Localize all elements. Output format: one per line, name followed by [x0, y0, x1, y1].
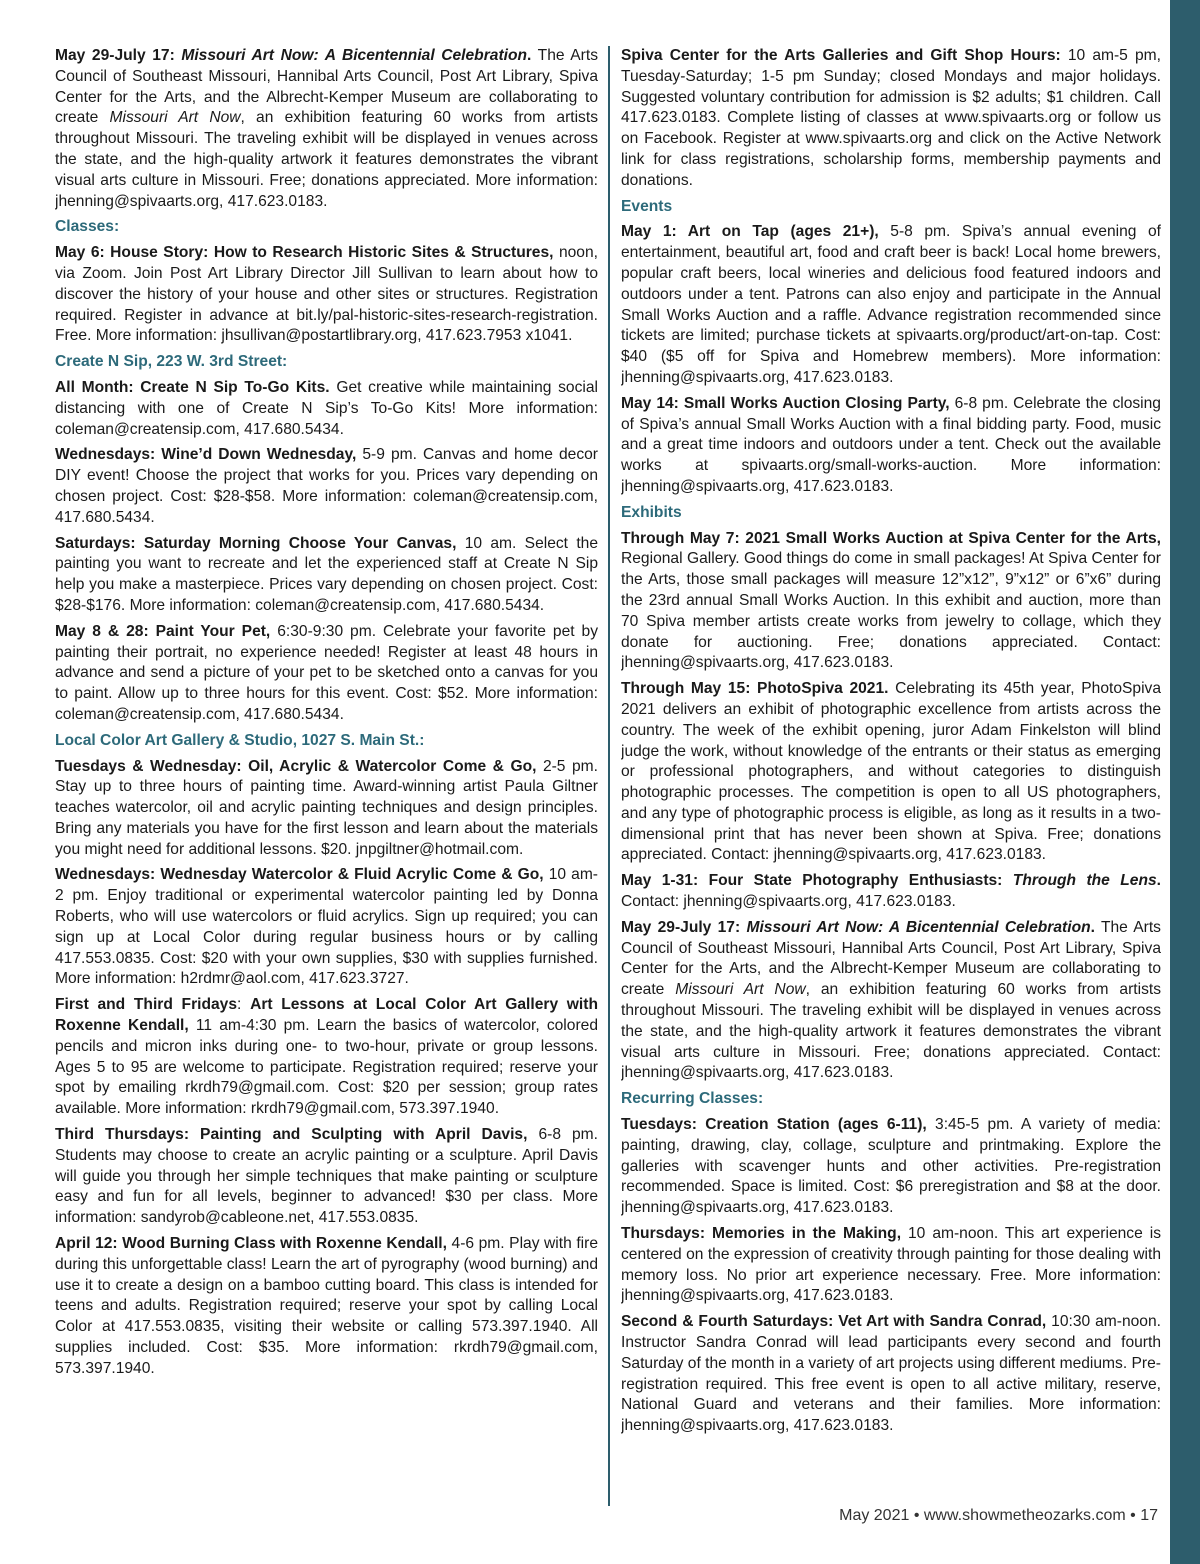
right-column [621, 46, 1161, 1516]
listing-create-n-sip: All Month: Create N Sip To-Go Kits. Get creative while maintaining social distancing with one of Create N Sip’s To-Go Kits! More information: coleman@creatensip.com, 417.680.5434. [55, 378, 598, 438]
section-heading-recurring-classes: Recurring Classes: [621, 1090, 764, 1108]
listing-event: May 1: Art on Tap (ages 21+), 5-8 pm. Spiva’s annual evening of entertainment, beautiful art, food and craft beer is back! Local home brewers, popular craft beers, local wineries and delicious food featured indoors and outdoors under a tent. Patrons can also enjoy and participate in the Annual Small Works Auction and a raffle. Advance registration recommended since tickets are limited; purchase tickets at spivaarts.org/product/art-on-tap. Cost: $40 ($5 off for Spiva and Homebrew members). More information: jhenning@spivaarts.org, 417.623.0183. [621, 223, 1161, 386]
listing-spiva-hours: Spiva Center for the Arts Galleries and Gift Shop Hours: 10 am-5 pm, Tuesday-Saturday; 1-5 pm Sunday; closed Mondays and major holidays. Suggested voluntary contribution for admission is $2 adults; $1 children. Call 417.623.0183. Complete listing of classes at www.spivaarts.org or follow us on Facebook. Register at www.spivaarts.org and click on the Active Network link for class registrations, scholarship forms, membership payments and donations. [621, 47, 1161, 189]
listing-create-n-sip: Saturdays: Saturday Morning Choose Your Canvas, 10 am. Select the painting you want to recreate and let the experienced staff at Create N Sip help you make a masterpiece. Prices vary depending on chosen project. Cost: $28-$176. More information: coleman@creatensip.com, 417.680.5434. [55, 534, 598, 614]
section-heading-events: Events [621, 197, 673, 215]
listing-house-story: May 6: House Story: How to Research Historic Sites & Structures, noon, via Zoom. Join Post Art Library Director Jill Sullivan to learn about how to discover the history of your house and other sites or structures. Registration required. Register in advance at bit.ly/pal-historic-sites-research-registration. Free. More information: jhsullivan@postartlibrary.org, 417.623.7953 x1041. [55, 244, 598, 345]
listing-recurring-class: Second & Fourth Saturdays: Vet Art with Sandra Conrad, 10:30 am-noon. Instructor Sandra Conrad will lead participants every second and fourth Saturday of the month in a variety of art projects using different mediums. Pre-registration required. This free event is open to all active military, reserve, National Guard and veterans and their families. More information: jhenning@spivaarts.org, 417.623.0183. [621, 1313, 1161, 1435]
listing-missouri-art-now-left: May 29-July 17: Missouri Art Now: A Bicentennial Celebration. The Arts Council of Southeast Missouri, Hannibal Arts Council, Post Art Library, Spiva Center for the Arts, and the Albrecht-Kemper Museum are collaborating to create Missouri Art Now, an exhibition featuring 60 works from artists throughout Missouri. The traveling exhibit will be displayed in venues across the state, and the high-quality artwork it features demonstrates the vibrant visual arts culture in Missouri. Free; donations appreciated. More information: jhenning@spivaarts.org, 417.623.0183. [55, 47, 598, 210]
listing-event: May 14: Small Works Auction Closing Party, 6-8 pm. Celebrate the closing of Spiva’s annual Small Works Auction with a final bidding party. Food, music and a great time indoors and outdoors under a tent. Check out the available works at spivaarts.org/small-works-auction. More information: jhenning@spivaarts.org, 417.623.0183. [621, 394, 1161, 495]
column-divider [608, 46, 610, 1506]
listing-recurring-class: Tuesdays: Creation Station (ages 6-11), 3:45-5 pm. A variety of media: painting, drawing, clay, collage, sculpture and printmaking. Explore the galleries with scavenger hunts and other activities. Pre-registration recommended. Space is limited. Cost: $6 preregistration and $8 at the door. jhenning@spivaarts.org, 417.623.0183. [621, 1116, 1161, 1217]
listing-exhibit: Through May 7: 2021 Small Works Auction at Spiva Center for the Arts, Regional Gallery. Good things do come in small packages! At Spiva Center for the Arts, those small packages will measure 12”x12”, 9”x12” or 6”x6” during the 23rd annual Small Works Auction. In this exhibit and auction, more than 70 Spiva member artists create works from jewelry to collage, which they donate for auctioning. Free; donations appreciated. Contact: jhenning@spivaarts.org, 417.623.0183. [621, 529, 1161, 672]
left-column [55, 46, 598, 1516]
listing-recurring-class: Thursdays: Memories in the Making, 10 am-noon. This art experience is centered on the expression of creativity through painting for those dealing with memory loss. No prior art experience necessary. Free. More information: jhenning@spivaarts.org, 417.623.0183. [621, 1225, 1161, 1305]
listing-missouri-art-now-right: May 29-July 17: Missouri Art Now: A Bicentennial Celebration. The Arts Council of Southeast Missouri, Hannibal Arts Council, Post Art Library, Spiva Center for the Arts, and the Albrecht-Kemper Museum are collaborating to create Missouri Art Now, an exhibition featuring 60 works from artists throughout Missouri. The traveling exhibit will be displayed in venues across the state, and the high-quality artwork it features demonstrates the vibrant visual arts culture in Missouri. Free; donations appreciated. Contact: jhenning@spivaarts.org, 417.623.0183. [621, 918, 1161, 1082]
listing-local-color-fridays: First and Third Fridays: Art Lessons at Local Color Art Gallery with Roxenne Kendall, 11 am-4:30 pm. Learn the basics of watercolor, colored pencils and micron inks during one- to two-hour, private or group lessons. Ages 5 to 95 are welcome to participate. Registration required; reserve your spot by emailing rkrdh79@gmail.com. Cost: $20 per session; group rates available. More information: rkrdh79@gmail.com, 573.397.1940. [55, 996, 598, 1118]
side-color-bar [1170, 0, 1200, 1564]
listing-exhibit: Through May 15: PhotoSpiva 2021. Celebrating its 45th year, PhotoSpiva 2021 delivers an exhibit of photographic excellence from artists across the country. The week of the exhibit opening, juror Adam Finkelston will blind judge the work, without knowledge of the entrants or their status as emerging or professional photographers, and without categories to distinguish photographic processes. The competition is open to all US photographers, and any type of photographic process is eligible, as long as it results in a two-dimensional print that has never been shown at Spiva. Free; donations appreciated. Contact: jhenning@spivaarts.org, 417.623.0183. [621, 680, 1161, 864]
listing-local-color: April 12: Wood Burning Class with Roxenne Kendall, 4-6 pm. Play with fire during this unforgettable class! Learn the art of pyrography (wood burning) and use it to create a design on a bamboo cutting board. This class is intended for teens and adults. Registration required; reserve your spot by calling Local Color at 417.553.0835, visiting their website or calling 573.397.1940. All supplies included. Cost: $35. More information: rkrdh79@gmail.com, 573.397.1940. [55, 1235, 598, 1377]
section-heading-create-n-sip: Create N Sip, 223 W. 3rd Street: [55, 353, 288, 371]
listing-local-color: Third Thursdays: Painting and Sculpting with April Davis, 6-8 pm. Students may choose to create an acrylic painting or a sculpture. April Davis will guide you through her simple techniques that make painting or sculpture easy and fun for all levels, beginner to advanced! $30 per class. More information: sandyrob@cableone.net, 417.553.0835. [55, 1126, 598, 1227]
page-footer: May 2021 • www.showmetheozarks.com • 17 [839, 1507, 1158, 1524]
listing-exhibit-four-state: May 1-31: Four State Photography Enthusiasts: Through the Lens. Contact: jhenning@spivaarts.org, 417.623.0183. [621, 872, 1161, 911]
listing-create-n-sip: May 8 & 28: Paint Your Pet, 6:30-9:30 pm. Celebrate your favorite pet by painting their portrait, no experience needed! Register at least 48 hours in advance and send a picture of your pet to be sketched onto a canvas for you to paint. Allow up to three hours for this event. Cost: $52. More information: coleman@creatensip.com, 417.680.5434. [55, 622, 598, 723]
section-heading-exhibits: Exhibits [621, 503, 682, 521]
section-heading-local-color: Local Color Art Gallery & Studio, 1027 S. Main St.: [55, 731, 425, 749]
listing-local-color: Wednesdays: Wednesday Watercolor & Fluid Acrylic Come & Go, 10 am-2 pm. Enjoy traditional or experimental watercolor painting led by Donna Roberts, who will use watercolors or fluid acrylics. Sign up required; you can sign up at Local Color during regular business hours or by calling 417.553.0835. Cost: $20 with your own supplies, $30 with supplies furnished. More information: h2rdmr@aol.com, 417.623.3727. [55, 866, 598, 988]
section-heading-classes: Classes: [55, 218, 120, 236]
listing-local-color: Tuesdays & Wednesday: Oil, Acrylic & Watercolor Come & Go, 2-5 pm. Stay up to three hours of painting time. Award-winning artist Paula Giltner teaches watercolor, oil and acrylic painting techniques and design principles. Bring any materials you have for the first lesson and learn about the materials you might need for additional lessons. $20. jnpgiltner@hotmail.com. [55, 757, 598, 858]
listing-create-n-sip: Wednesdays: Wine’d Down Wednesday, 5-9 pm. Canvas and home decor DIY event! Choose the project that works for you. Prices vary depending on chosen project. Cost: $28-$58. More information: coleman@creatensip.com, 417.680.5434. [55, 446, 598, 526]
